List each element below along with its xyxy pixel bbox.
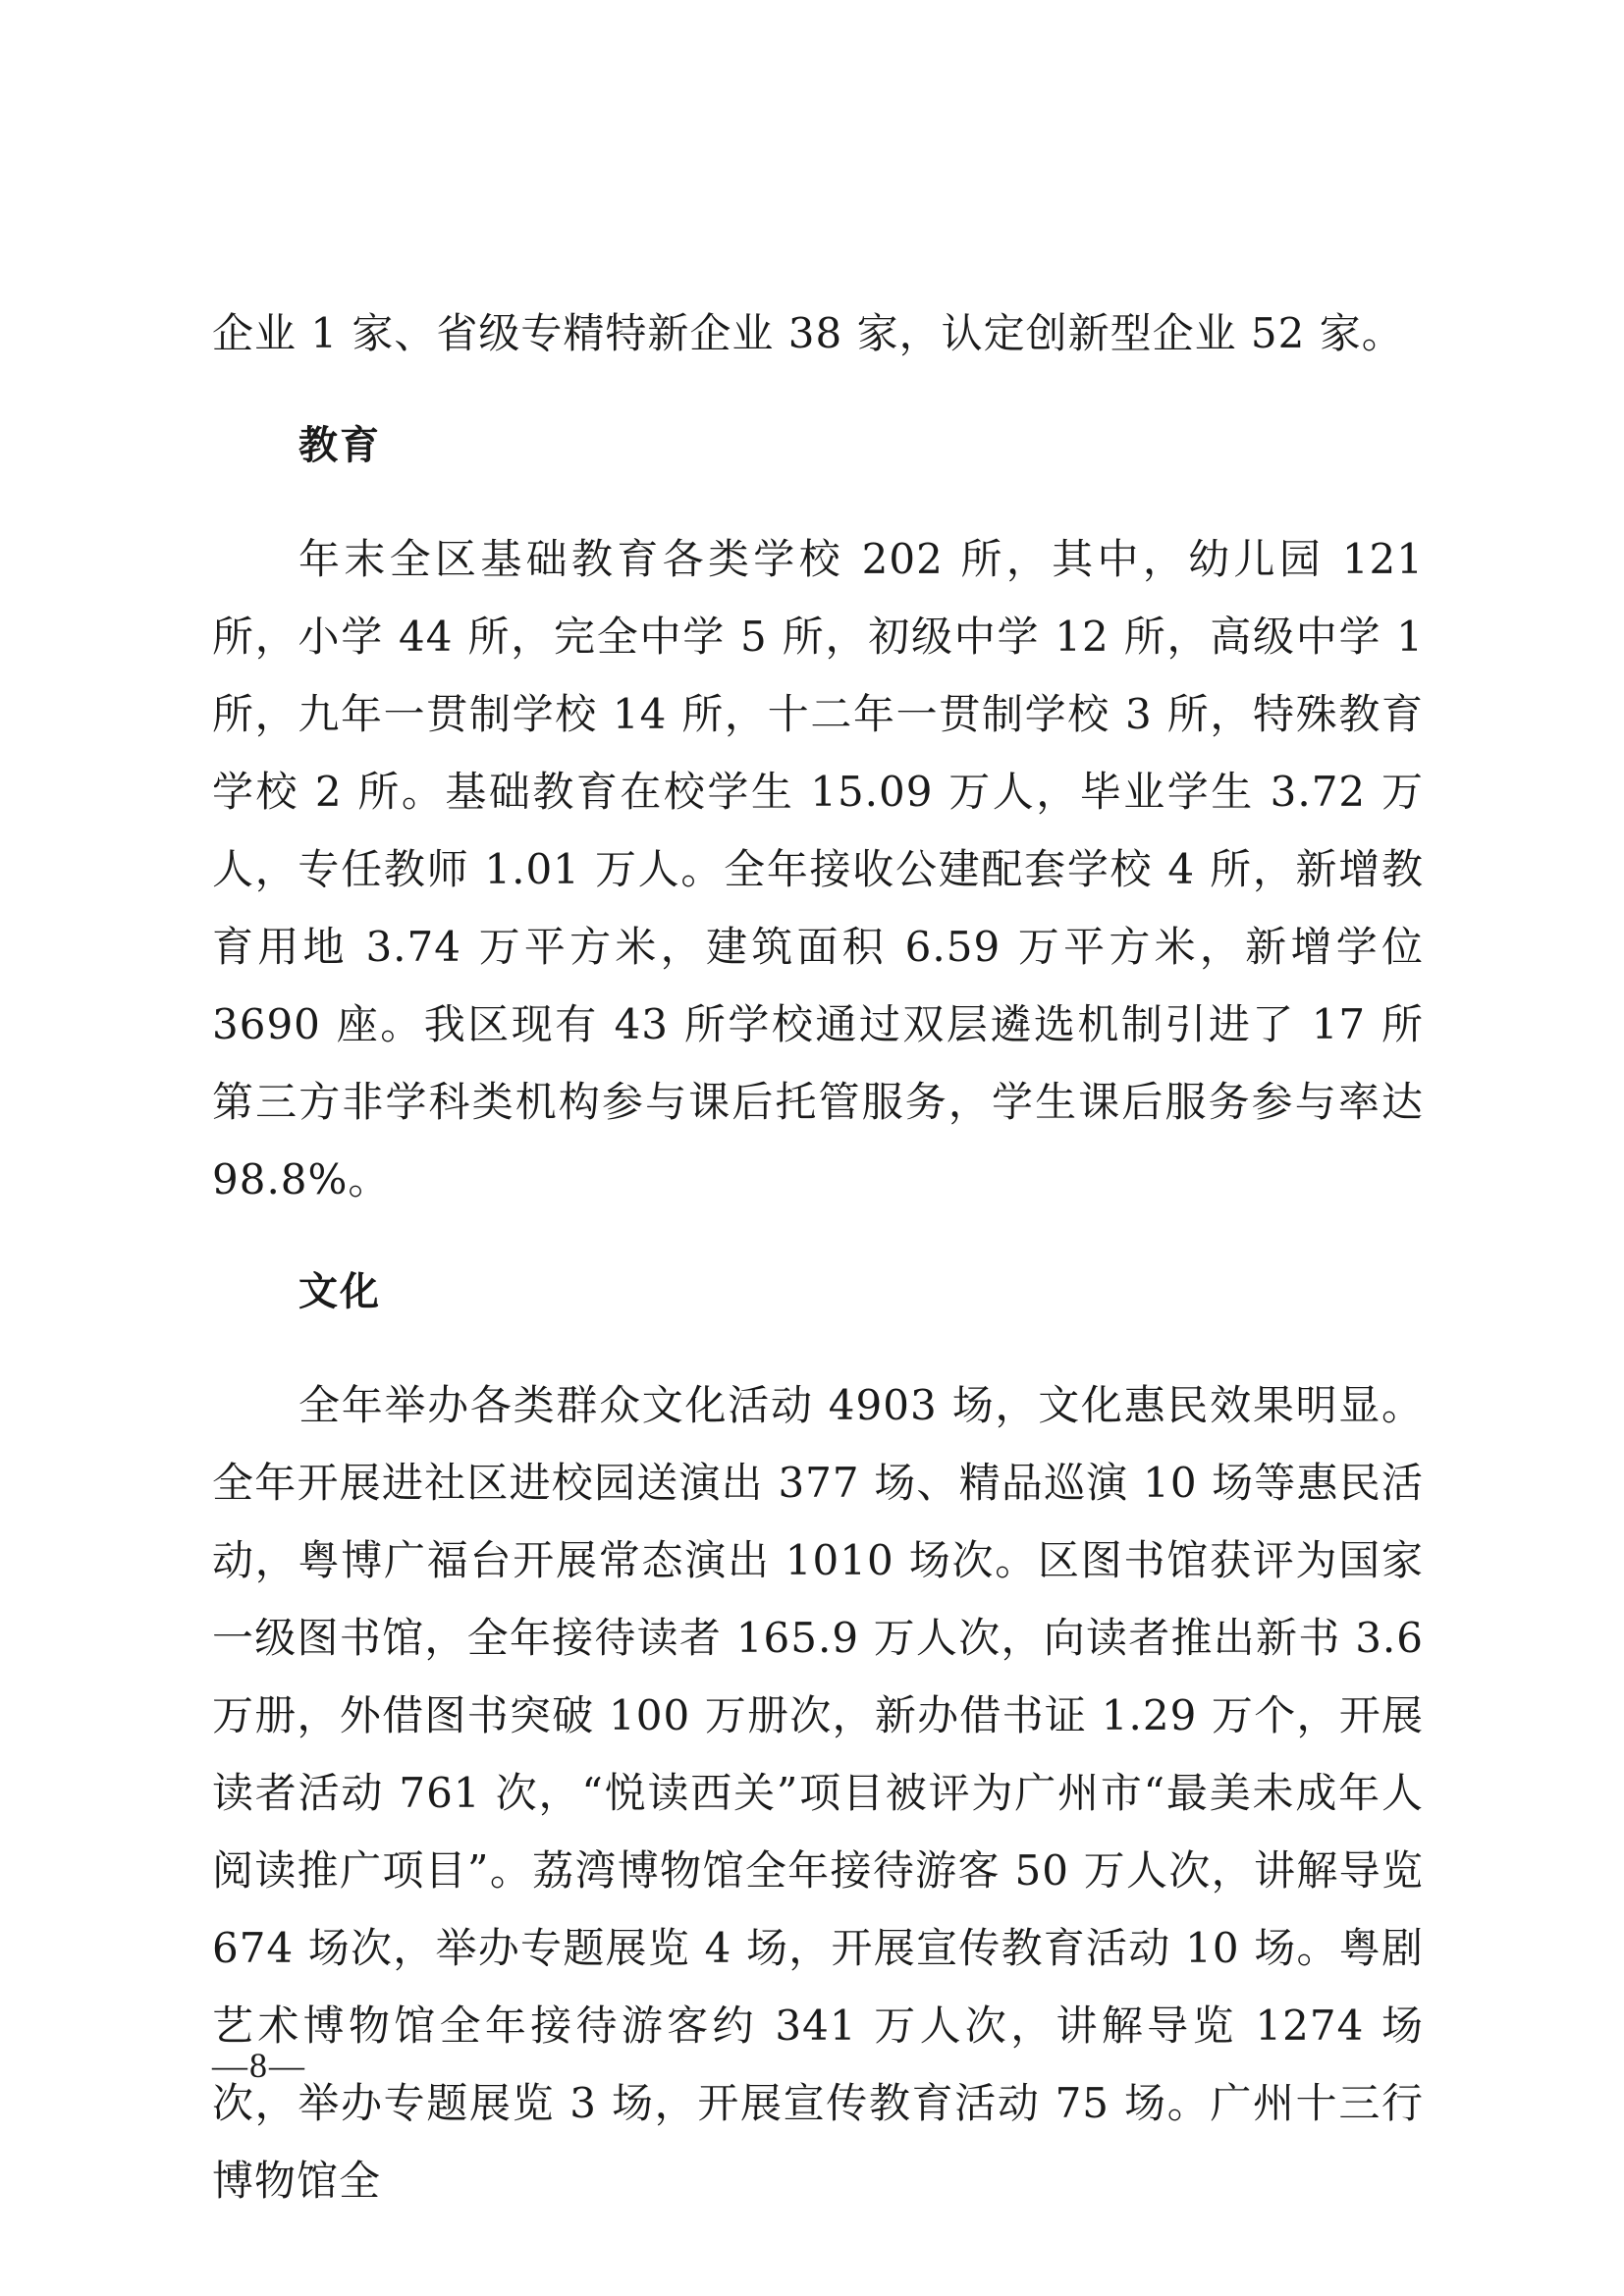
section-heading-culture: 文化 — [298, 1269, 381, 1314]
document-body — [212, 294, 1424, 2219]
section-spacer — [212, 485, 1424, 520]
culture-paragraph: 全年举办各类群众文化活动 4903 场，文化惠民效果明显。全年开展进社区进校园送演出 377 场、精品巡演 10 场等惠民活动，粤博广福台开展常态演出 1010 场次。区图书馆获评为国家一级图书馆，全年接待读者 165.9 万人次，向读者推出新书 3.6 万册，外借图书突破 100 万册次，新办借书证 1.29 万个，开展读者活动 761 次，“悦读西关”项目被评为广州市“最美未成年人阅读推广项目”。荔湾博物馆全年接待游客 50 万人次，讲解导览 674 场次，举办专题展览 4 场，开展宣传教育活动 10 场。粤剧艺术博物馆全年接待游客约 341 万人次，讲解导览 1274 场次，举办专题展览 3 场，开展宣传教育活动 75 场。广州十三行博物馆全 — [212, 1381, 1424, 2205]
page-number: —8— — [212, 2046, 306, 2085]
continuation-paragraph: 企业 1 家、省级专精特新企业 38 家，认定创新型企业 52 家。 — [212, 309, 1404, 357]
section-heading-education: 教育 — [298, 423, 381, 468]
education-paragraph: 年末全区基础教育各类学校 202 所，其中，幼儿园 121 所，小学 44 所，完全中学 5 所，初级中学 12 所，高级中学 1 所，九年一贯制学校 14 所，十二年一贯制学校 3 所，特殊教育学校 2 所。基础教育在校学生 15.09 万人，毕业学生 3.72 万人，专任教师 1.01 万人。全年接收公建配套学校 4 所，新增教育用地 3.74 万平方米，建筑面积 6.59 万平方米，新增学位 3690 座。我区现有 43 所学校通过双层遴选机制引进了 17 所第三方非学科类机构参与课后托管服务，学生课后服务参与率达 98.8%。 — [212, 535, 1424, 1203]
section-spacer — [212, 372, 1424, 407]
section-spacer — [212, 1218, 1424, 1254]
section-spacer — [212, 1331, 1424, 1366]
